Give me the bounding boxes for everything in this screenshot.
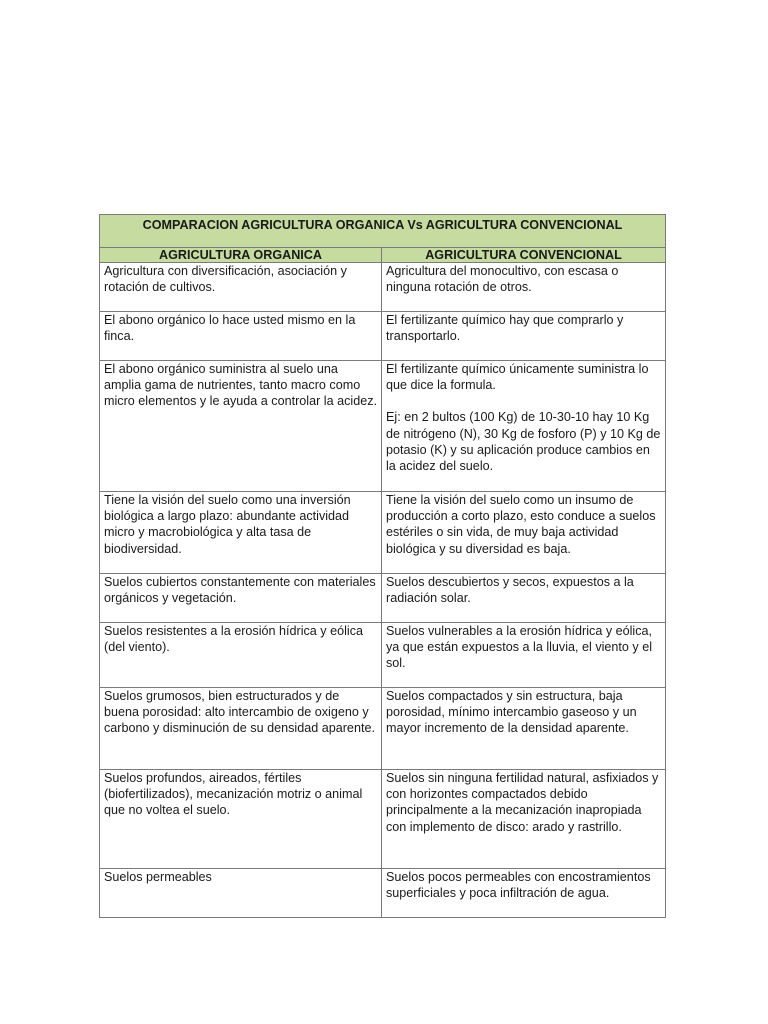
cell-convencional xyxy=(382,869,666,918)
table-title: COMPARACION AGRICULTURA ORGANICA Vs AGRICULTURA CONVENCIONAL xyxy=(100,215,666,248)
cell-text: Suelos descubiertos y secos, expuestos a la radiación solar. xyxy=(386,575,634,606)
cell-text: Suelos sin ninguna fertilidad natural, asfixiados y con horizontes compactados debido principalmente a la mecanización inapropiada con implemento de disco: arado y rastrillo. xyxy=(386,771,659,834)
table-row xyxy=(100,492,666,574)
cell-convencional xyxy=(382,574,666,623)
cell-convencional xyxy=(382,312,666,361)
table-row xyxy=(100,623,666,688)
cell-text: Suelos grumosos, bien estructurados y de buena porosidad: alto intercambio de oxigeno y carbono y disminución de su densidad aparente. xyxy=(104,689,375,736)
cell-text: El fertilizante químico hay que comprarlo y transportarlo. xyxy=(386,313,624,344)
cell-text: Suelos vulnerables a la erosión hídrica y eólica, ya que están expuestos a la lluvia, el viento y el sol. xyxy=(386,624,653,671)
cell-convencional xyxy=(382,263,666,312)
cell-convencional xyxy=(382,770,666,869)
cell-text: El abono orgánico lo hace usted mismo en la finca. xyxy=(104,313,356,344)
comparison-table xyxy=(99,214,666,918)
table-row xyxy=(100,574,666,623)
cell-text: Suelos resistentes a la erosión hídrica y eólica (del viento). xyxy=(104,624,364,655)
cell-text: Tiene la visión del suelo como un insumo de producción a corto plazo, esto conduce a suelos estériles o sin vida, de muy baja actividad biológica y su diversidad es baja. xyxy=(386,493,656,556)
table-row xyxy=(100,263,666,312)
cell-organica xyxy=(100,574,382,623)
cell-organica xyxy=(100,361,382,492)
cell-convencional xyxy=(382,361,666,492)
cell-text: Suelos cubiertos constantemente con materiales orgánicos y vegetación. xyxy=(104,575,376,606)
cell-text: Suelos compactados y sin estructura, baja porosidad, mínimo intercambio gaseoso y un mayor incremento de la densidad aparente. xyxy=(386,689,637,736)
table-header-row xyxy=(100,248,666,263)
table-row xyxy=(100,312,666,361)
cell-text: Suelos pocos permeables con encostramientos superficiales y poca infiltración de agua. xyxy=(386,870,651,901)
cell-text: Agricultura con diversificación, asociación y rotación de cultivos. xyxy=(104,264,347,295)
cell-text: El fertilizante químico únicamente suministra lo que dice la formula. xyxy=(386,362,649,393)
cell-text: Ej: en 2 bultos (100 Kg) de 10-30-10 hay 10 Kg de nitrógeno (N), 30 Kg de fosforo (P) y 10 Kg de potasio (K) y su aplicación produce cambios en la acidez del suelo. xyxy=(386,410,661,474)
cell-organica xyxy=(100,688,382,770)
cell-organica xyxy=(100,869,382,918)
cell-convencional xyxy=(382,623,666,688)
cell-text: Agricultura del monocultivo, con escasa o ninguna rotación de otros. xyxy=(386,264,619,295)
cell-text: El abono orgánico suministra al suelo una amplia gama de nutrientes, tanto macro como micro elementos y le ayuda a controlar la acidez. xyxy=(104,362,377,409)
column-header-convencional: AGRICULTURA CONVENCIONAL xyxy=(382,248,666,263)
cell-convencional xyxy=(382,492,666,574)
cell-organica xyxy=(100,312,382,361)
table-row xyxy=(100,361,666,492)
column-header-organica: AGRICULTURA ORGANICA xyxy=(100,248,382,263)
cell-organica xyxy=(100,623,382,688)
cell-organica xyxy=(100,492,382,574)
cell-text: Tiene la visión del suelo como una inversión biológica a largo plazo: abundante actividad micro y macrobiológica y alta tasa de biodiversidad. xyxy=(104,493,351,556)
cell-text: Suelos permeables xyxy=(104,870,212,884)
cell-organica xyxy=(100,770,382,869)
table-title-row xyxy=(100,215,666,248)
cell-organica xyxy=(100,263,382,312)
cell-text: Suelos profundos, aireados, fértiles (biofertilizados), mecanización motriz o animal que no voltea el suelo. xyxy=(104,771,363,818)
table-row xyxy=(100,770,666,869)
table-row xyxy=(100,688,666,770)
cell-convencional xyxy=(382,688,666,770)
table-row xyxy=(100,869,666,918)
table-body xyxy=(100,263,666,918)
